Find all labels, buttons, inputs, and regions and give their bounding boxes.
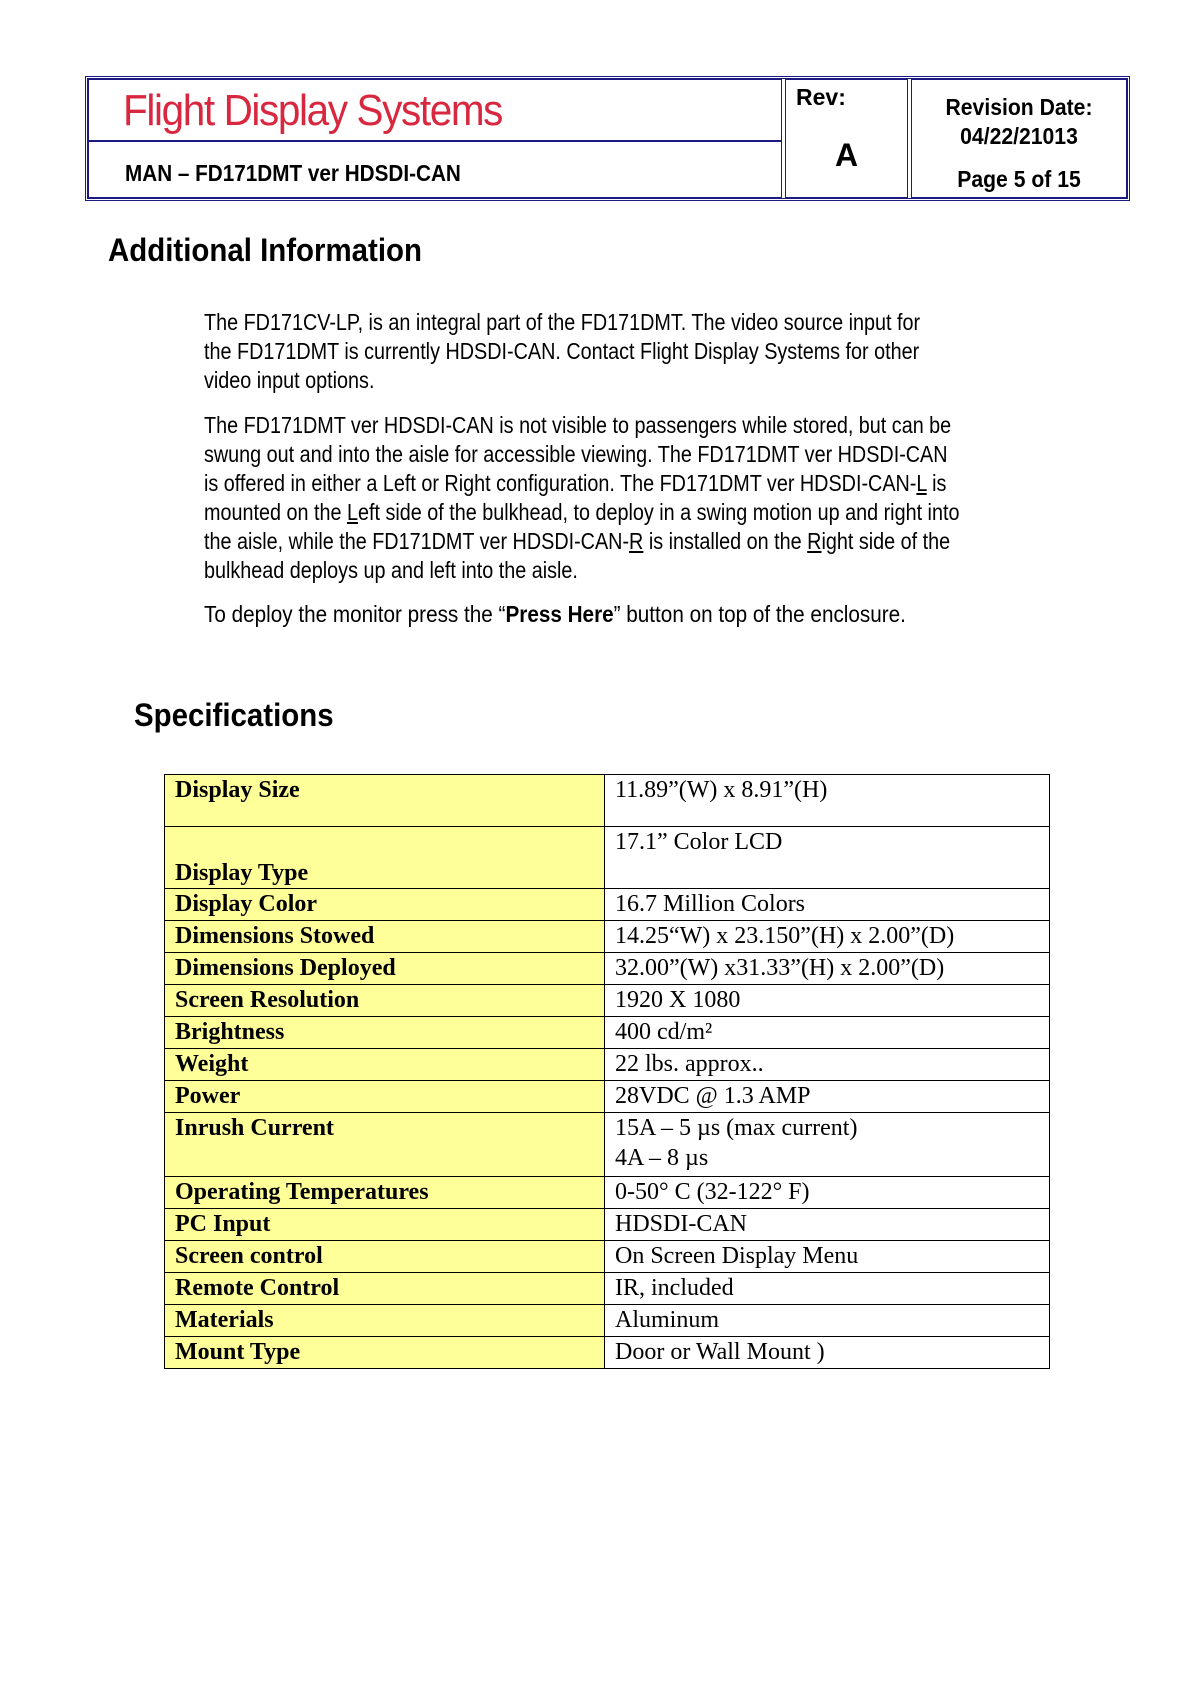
spec-value-line: 16.7 Million Colors — [615, 891, 806, 917]
spec-value — [605, 1209, 1050, 1241]
text-line: bulkhead deploys up and left into the aisle. — [204, 557, 578, 583]
spec-row — [165, 889, 1050, 921]
spec-value-line: 4A – 8 µs — [615, 1145, 709, 1171]
spec-value-line: IR, included — [615, 1275, 734, 1301]
underlined-text: R — [629, 528, 644, 554]
spec-value — [605, 775, 1050, 827]
spec-row — [165, 1337, 1050, 1369]
spec-value — [605, 1305, 1050, 1337]
spec-row — [165, 953, 1050, 985]
spec-row — [165, 1081, 1050, 1113]
spec-row — [165, 921, 1050, 953]
spec-value-line: On Screen Display Menu — [615, 1243, 859, 1269]
text: is installed on the — [643, 528, 808, 554]
additional-info-heading: Additional Information — [108, 232, 422, 268]
paragraph-2 — [204, 411, 1082, 585]
text-line — [204, 527, 959, 556]
specifications-table — [164, 774, 1050, 1369]
paragraph-1 — [204, 308, 1037, 395]
spec-value — [605, 1177, 1050, 1209]
logo-cell — [88, 79, 782, 141]
spec-row — [165, 827, 1050, 889]
spec-label: Operating Temperatures — [165, 1177, 605, 1209]
spec-value — [605, 1273, 1050, 1305]
spec-value-line: 17.1” Color LCD — [615, 829, 783, 855]
text-line: The FD171CV-LP, is an integral part of the FD171DMT. The video source input for — [204, 309, 921, 335]
spec-label: Brightness — [165, 1017, 605, 1049]
text: the aisle, while the FD171DMT ver HDSDI-CAN- — [204, 528, 630, 554]
spec-label: Power — [165, 1081, 605, 1113]
spec-row — [165, 1241, 1050, 1273]
company-logo: Flight Display Systems — [123, 86, 503, 135]
document-header — [85, 76, 1130, 201]
spec-value — [605, 985, 1050, 1017]
text: ight side of the — [821, 528, 951, 554]
spec-label: Screen Resolution — [165, 985, 605, 1017]
doc-title: MAN – FD171DMT ver HDSDI-CAN — [125, 160, 461, 186]
spec-value-line: 28VDC @ 1.3 AMP — [615, 1083, 811, 1109]
spec-label: Display Type — [165, 827, 605, 889]
spec-label: Weight — [165, 1049, 605, 1081]
text-line — [204, 498, 959, 527]
spec-label: PC Input — [165, 1209, 605, 1241]
spec-value-line: 0-50° C (32-122° F) — [615, 1179, 810, 1205]
doc-title-cell — [88, 141, 782, 198]
spec-label: Materials — [165, 1305, 605, 1337]
spec-row — [165, 775, 1050, 827]
underlined-text: R — [807, 528, 822, 554]
spec-value — [605, 953, 1050, 985]
text: ” button on top of the enclosure. — [613, 601, 906, 627]
spec-value-line: 15A – 5 µs (max current) — [615, 1115, 858, 1141]
text-line: the FD171DMT is currently HDSDI-CAN. Contact Flight Display Systems for other — [204, 338, 920, 364]
spec-value — [605, 1017, 1050, 1049]
rev-cell — [785, 79, 908, 198]
spec-row — [165, 1049, 1050, 1081]
spec-value — [605, 889, 1050, 921]
text-line — [204, 469, 959, 498]
revision-cell — [911, 79, 1127, 198]
spec-value — [605, 1081, 1050, 1113]
spec-value-line: Door or Wall Mount ) — [615, 1339, 825, 1365]
spec-label: Screen control — [165, 1241, 605, 1273]
spec-value — [605, 1049, 1050, 1081]
spec-value-line: HDSDI-CAN — [615, 1211, 747, 1237]
spec-value-line: 1920 X 1080 — [615, 987, 741, 1013]
spec-value — [605, 1241, 1050, 1273]
text-line: video input options. — [204, 367, 375, 393]
spec-label: Remote Control — [165, 1273, 605, 1305]
text-line: The FD171DMT ver HDSDI-CAN is not visible to passengers while stored, but can be — [204, 412, 952, 438]
rev-label: Rev: — [796, 84, 846, 110]
spec-label: Display Size — [165, 775, 605, 827]
text: mounted on the — [204, 499, 347, 525]
revision-date-label: Revision Date: — [945, 94, 1093, 120]
spec-row — [165, 1273, 1050, 1305]
text-line — [204, 600, 906, 629]
spec-value-line: 32.00”(W) x31.33”(H) x 2.00”(D) — [615, 955, 945, 981]
paragraph-3 — [204, 600, 984, 629]
text: is offered in either a Left or Right configuration. The FD171DMT ver HDSDI-CAN- — [204, 470, 917, 496]
spec-value — [605, 1337, 1050, 1369]
bold-text: Press Here — [505, 601, 614, 627]
spec-row — [165, 1209, 1050, 1241]
text-line: swung out and into the aisle for accessible viewing. The FD171DMT ver HDSDI-CAN — [204, 441, 948, 467]
text: eft side of the bulkhead, to deploy in a swing motion up and right into — [357, 499, 960, 525]
spec-label: Mount Type — [165, 1337, 605, 1369]
underlined-text: L — [916, 470, 927, 496]
page-number: Page 5 of 15 — [957, 166, 1081, 192]
spec-value — [605, 827, 1050, 889]
spec-row — [165, 985, 1050, 1017]
spec-row — [165, 1305, 1050, 1337]
spec-label: Dimensions Deployed — [165, 953, 605, 985]
underlined-text: L — [346, 499, 358, 525]
spec-value-line: 11.89”(W) x 8.91”(H) — [615, 777, 828, 803]
spec-row — [165, 1113, 1050, 1177]
text: is — [926, 470, 947, 496]
spec-row — [165, 1177, 1050, 1209]
spec-label: Display Color — [165, 889, 605, 921]
specifications-heading: Specifications — [134, 697, 334, 733]
spec-value-line: Aluminum — [615, 1307, 720, 1333]
spec-row — [165, 1017, 1050, 1049]
text: To deploy the monitor press the “ — [204, 601, 506, 627]
spec-value — [605, 1113, 1050, 1177]
rev-value: A — [834, 137, 859, 173]
spec-value — [605, 921, 1050, 953]
spec-label: Inrush Current — [165, 1113, 605, 1177]
spec-value-line: 400 cd/m² — [615, 1019, 713, 1045]
spec-label: Dimensions Stowed — [165, 921, 605, 953]
revision-date: 04/22/21013 — [960, 123, 1078, 149]
spec-value-line: 22 lbs. approx.. — [615, 1051, 764, 1077]
spec-value-line: 14.25“W) x 23.150”(H) x 2.00”(D) — [615, 923, 955, 949]
